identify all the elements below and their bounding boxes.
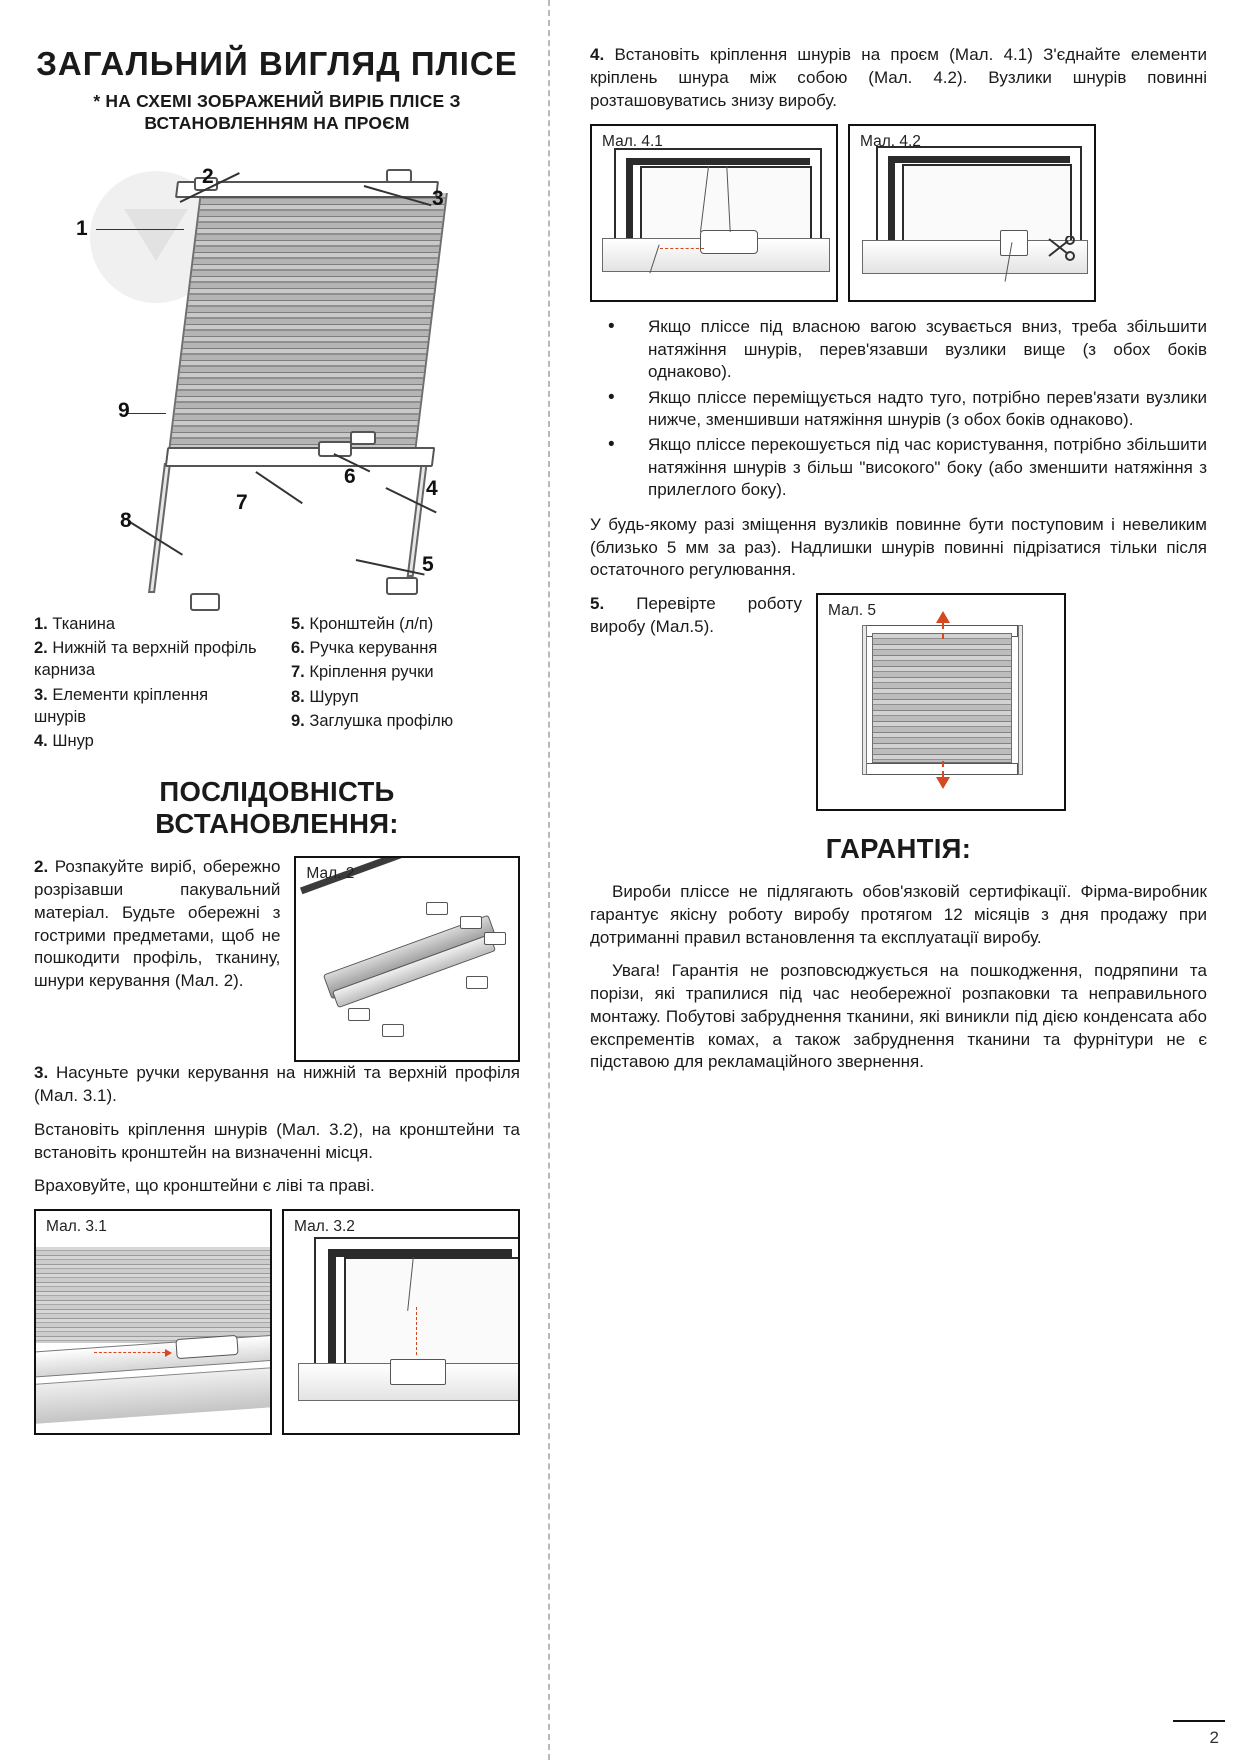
window-seal-top xyxy=(328,1249,512,1257)
figure-5-label: Мал. 5 xyxy=(828,602,876,620)
page-subtitle: * НА СХЕМІ ЗОБРАЖЕНИЙ ВИРІБ ПЛІСЕ З ВСТАНОВЛЕННЯМ НА ПРОЄМ xyxy=(93,90,461,133)
list-item xyxy=(34,613,263,635)
bracket-right xyxy=(386,577,418,595)
leader-line-9 xyxy=(128,413,166,415)
cord-fixing-plate xyxy=(1000,230,1028,256)
step-4-paragraph xyxy=(590,44,1207,112)
window-glass xyxy=(902,164,1072,242)
figure-3-1 xyxy=(34,1209,272,1435)
warranty-paragraph-2: Увага! Гарантія не розповсюджується на пошкодження, подряпини та порізи, які трапилися під час необережної розпаковки та неправильного монтажу. Побутові забруднення тканини, які виникли під дією конденсата або експрементів комах, а також забруднення тканини та фурнітури не є підставою для рекламаційного звернення. xyxy=(590,961,1207,1072)
list-item xyxy=(291,710,520,732)
figure-2-label: Мал. 2 xyxy=(306,865,355,883)
page-title: ЗАГАЛЬНИЙ ВИГЛЯД ПЛІСЕ xyxy=(36,45,518,82)
callout-3: 3 xyxy=(432,186,444,210)
callout-2: 2 xyxy=(202,164,214,188)
up-arrow-icon xyxy=(936,611,950,623)
window-seal-left xyxy=(328,1249,336,1369)
step-5 xyxy=(590,593,1207,811)
legend-column-2 xyxy=(291,613,520,755)
figure-3-2-label: Мал. 3.2 xyxy=(294,1218,355,1236)
figures-3-row xyxy=(34,1209,520,1435)
figures-4-row xyxy=(590,124,1207,302)
legend-label: Нижній та верхній профіль карниза xyxy=(34,638,257,680)
legend-column-1 xyxy=(34,613,263,755)
list-item: • Якщо пліссе переміщується надто туго, потрібно перев'язати вузлики нижче, зменшивши натяжіння шнурів (з обох боків однаково). xyxy=(590,387,1207,432)
install-sequence-title: ПОСЛІДОВНІСТЬ ВСТАНОВЛЕННЯ: xyxy=(155,776,399,840)
parts-legend xyxy=(34,613,520,755)
page-number: 2 xyxy=(1209,1728,1219,1747)
cord-fixing-plate xyxy=(390,1359,446,1385)
legend-index: 1. xyxy=(34,614,48,633)
legend-index: 6. xyxy=(291,638,305,657)
left-support-rod xyxy=(148,463,171,593)
figure-3-1-label: Мал. 3.1 xyxy=(46,1218,107,1236)
window-seal-top xyxy=(888,156,1070,163)
warranty-title: ГАРАНТІЯ: xyxy=(825,833,972,865)
callout-4: 4 xyxy=(426,476,438,500)
legend-label: Ручка керування xyxy=(309,638,438,657)
list-item xyxy=(291,661,520,683)
list-item: • Якщо пліссе під власною вагою зсувається вниз, треба збільшити натяжіння шнурів, перев'язавши вузлики вище (з обох боків однаково). xyxy=(590,316,1207,383)
legend-label: Заглушка профілю xyxy=(309,711,454,730)
legend-index: 4. xyxy=(34,732,48,751)
step-3-paragraph-3: Враховуйте, що кронштейни є ліві та праві. xyxy=(34,1176,375,1196)
step-5-paragraph xyxy=(590,593,802,639)
step-3-paragraph-2: Встановіть кріплення шнурів (Мал. 3.2), на кронштейни та встановіть кронштейн на визначенні місця. xyxy=(34,1119,520,1162)
warranty-paragraph-1: Вироби пліссе не підлягають обов'язковій сертифікації. Фірма-виробник гарантує якісну роботу виробу протягом 12 місяців з дня продажу при дотриманні правил встановлення та експлуатації виробу. xyxy=(590,882,1207,947)
list-item: • Якщо пліссе перекошується під час користування, потрібно збільшити натяжіння шнурів з більш "високого" боку (або зменшити натяжіння з прилеглого боку). xyxy=(590,434,1207,501)
bottom-profile-rail xyxy=(165,447,435,467)
accessory-clip-1 xyxy=(460,916,482,929)
left-column xyxy=(0,0,548,1760)
adjustment-tips-list xyxy=(590,316,1207,502)
step-2-text xyxy=(34,856,280,993)
step-4-text: Встановіть кріплення шнурів на проєм (Мал. 4.1) З'єднайте елементи кріплень шнура між собою (Мал. 4.2). Вузлики шнурів повинні розташовуватись знизу виробу. xyxy=(590,45,1207,110)
callout-9: 9 xyxy=(118,398,130,422)
handle-mount xyxy=(350,431,376,445)
leader-line-1 xyxy=(96,229,184,231)
pleated-fabric xyxy=(872,633,1012,763)
accessory-clip-6 xyxy=(426,902,448,915)
legend-index: 5. xyxy=(291,614,305,633)
slide-direction-arrow xyxy=(94,1352,170,1353)
callout-7: 7 xyxy=(236,490,248,514)
step-3-paragraph-1 xyxy=(34,1062,520,1108)
legend-label: Кронштейн (л/п) xyxy=(309,614,434,633)
figure-4-2 xyxy=(848,124,1096,302)
cord-fixing-top-right xyxy=(386,169,412,183)
list-item xyxy=(291,637,520,659)
pleated-fabric xyxy=(168,193,448,451)
page-number-rule xyxy=(1173,1720,1225,1722)
insert-direction-arrow xyxy=(660,248,704,249)
step-3-number: 3. xyxy=(34,1063,49,1083)
list-item xyxy=(34,637,263,682)
callout-5: 5 xyxy=(422,552,434,576)
product-overview-diagram xyxy=(34,141,520,611)
figure-4-2-label: Мал. 4.2 xyxy=(860,133,921,151)
fabric-closeup xyxy=(36,1247,270,1343)
legend-label: Кріплення ручки xyxy=(309,663,434,682)
list-item xyxy=(34,730,263,752)
step-2-number: 2. xyxy=(34,857,49,877)
list-item xyxy=(291,613,520,635)
step-3-text-1: Насуньте ручки керування на нижній та верхній профіля (Мал. 3.1). xyxy=(34,1063,520,1106)
right-guide-rod xyxy=(1018,625,1023,775)
list-item xyxy=(291,686,520,708)
accessory-clip-5 xyxy=(382,1024,404,1037)
legend-label: Шуруп xyxy=(309,687,359,706)
window-glass xyxy=(344,1257,520,1367)
legend-index: 3. xyxy=(34,685,48,704)
window-seal-left xyxy=(626,158,633,244)
accessory-clip-4 xyxy=(348,1008,370,1021)
window-seal-top xyxy=(626,158,810,165)
bracket-left xyxy=(190,593,220,611)
down-arrow-icon xyxy=(936,777,950,789)
figure-4-1-label: Мал. 4.1 xyxy=(602,133,663,151)
step-2 xyxy=(34,856,520,1062)
accessory-clip-3 xyxy=(466,976,488,989)
right-column xyxy=(550,0,1245,1760)
step-4-number: 4. xyxy=(590,45,605,64)
figure-2 xyxy=(294,856,520,1062)
cord-fixing-plate xyxy=(700,230,758,254)
down-arrow-stem xyxy=(942,761,944,777)
callout-1: 1 xyxy=(76,216,88,240)
legend-index: 9. xyxy=(291,711,305,730)
up-arrow-stem xyxy=(942,623,944,639)
accessory-clip-2 xyxy=(484,932,506,945)
mount-alignment-dashed-line xyxy=(416,1307,417,1355)
adjustment-note: У будь-якому разі зміщення вузликів повинне бути поступовим і невеликим (близько 5 мм за раз). Надлишки шнурів повинні підрізатися тільки після остаточного регулювання. xyxy=(590,514,1207,580)
window-seal-left xyxy=(888,156,895,244)
callout-8: 8 xyxy=(120,508,132,532)
scissors-icon xyxy=(1046,236,1076,262)
step-2-body: Розпакуйте виріб, обережно розрізавши пакувальний матеріал. Будьте обережні з гострими предметами, щоб не пошкодити профіль, тканину, шнури керування (Мал. 2). xyxy=(34,857,281,991)
legend-label: Тканина xyxy=(52,614,116,633)
legend-index: 2. xyxy=(34,638,48,657)
legend-index: 8. xyxy=(291,687,305,706)
legend-label: Елементи кріплення шнурів xyxy=(34,685,209,726)
figure-5 xyxy=(816,593,1066,811)
list-item xyxy=(34,684,263,729)
figure-4-1 xyxy=(590,124,838,302)
step-5-number: 5. xyxy=(590,594,605,614)
leader-line-7 xyxy=(256,471,303,504)
legend-label: Шнур xyxy=(52,732,94,751)
callout-6: 6 xyxy=(344,464,356,488)
legend-index: 7. xyxy=(291,663,305,682)
figure-3-2 xyxy=(282,1209,520,1435)
step-5-text: Перевірте роботу виробу (Мал.5). xyxy=(590,594,802,636)
left-guide-rod xyxy=(862,625,867,775)
